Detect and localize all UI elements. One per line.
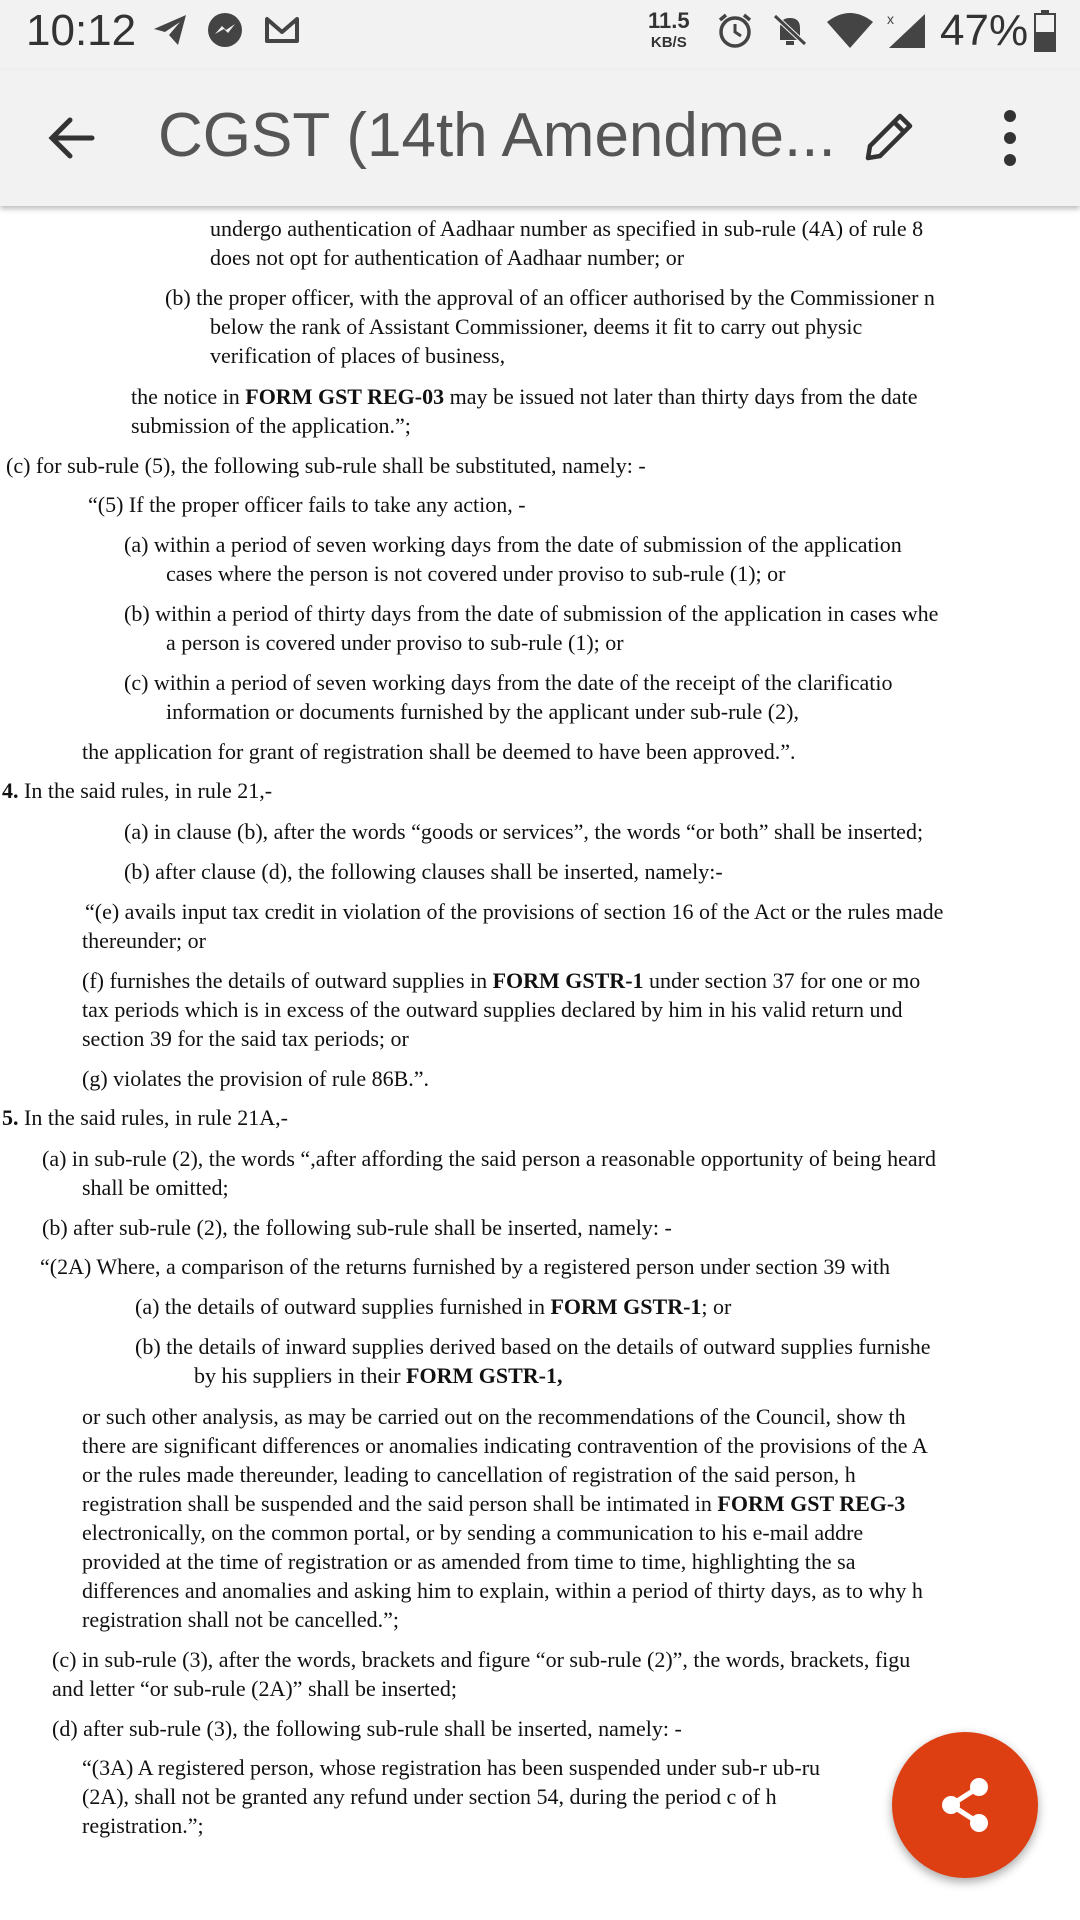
text-line: (a) the details of outward supplies furnished in FORM GSTR-1; or (135, 1294, 732, 1319)
text-line: verification of places of business, (210, 343, 506, 368)
text-line: (b) after sub-rule (2), the following sub-rule shall be inserted, namely: - (42, 1215, 672, 1240)
text-line: “(e) avails input tax credit in violation of the provisions of section 16 of the Act or the rules made (85, 899, 944, 924)
clock: 10:12 (26, 6, 137, 55)
text-line: there are significant differences or anomalies indicating contravention of the provisions of the A (82, 1433, 928, 1458)
text-line: (a) within a period of seven working days from the date of submission of the application (124, 532, 902, 557)
status-bar (0, 0, 1080, 70)
telegram-icon (150, 10, 190, 55)
text-line: thereunder; or (82, 928, 206, 953)
text-line: tax periods which is in excess of the outward supplies declared by him in his valid return und (82, 997, 903, 1022)
text-line: provided at the time of registration or as amended from time to time, highlighting the sa (82, 1549, 856, 1574)
app-bar (0, 70, 1080, 206)
text-line: (d) after sub-rule (3), the following sub-rule shall be inserted, namely: - (52, 1716, 682, 1741)
signal-icon (885, 10, 929, 55)
back-arrow-icon[interactable] (44, 110, 100, 171)
text-line: cases where the person is not covered under proviso to sub-rule (1); or (166, 561, 786, 586)
text-line: (b) the proper officer, with the approval of an officer authorised by the Commissioner n (165, 285, 935, 310)
text-line: (a) in sub-rule (2), the words “,after affording the said person a reasonable opportunity of being heard (42, 1146, 936, 1171)
text-line: (c) for sub-rule (5), the following sub-rule shall be substituted, namely: - (6, 453, 646, 478)
document-title: CGST (14th Amendme... (158, 101, 836, 170)
text-line: undergo authentication of Aadhaar number as specified in sub-rule (4A) of rule 8 (210, 216, 924, 241)
text-line: submission of the application.”; (131, 413, 411, 438)
share-button[interactable] (892, 1732, 1038, 1878)
text-line: or the rules made thereunder, leading to cancellation of registration of the said person, h (82, 1462, 856, 1487)
text-line: (f) furnishes the details of outward supplies in FORM GSTR-1 under section 37 for one or mo (82, 968, 921, 993)
text-line: (c) within a period of seven working days from the date of the receipt of the clarificatio (124, 670, 893, 695)
wifi-icon (825, 10, 875, 55)
text-line: differences and anomalies and asking him to explain, within a period of thirty days, as to why h (82, 1578, 923, 1603)
text-line: (g) violates the provision of rule 86B.”. (82, 1066, 430, 1091)
more-vert-icon[interactable] (1000, 108, 1020, 173)
text-line: (c) in sub-rule (3), after the words, brackets and figure “or sub-rule (2)”, the words, brackets, figu (52, 1647, 911, 1672)
text-line: a person is covered under proviso to sub-rule (1); or (166, 630, 624, 655)
document-page[interactable] (0, 206, 1080, 1920)
svg-text:x: x (887, 11, 894, 27)
text-line: information or documents furnished by the applicant under sub-rule (2), (166, 699, 799, 724)
text-line: does not opt for authentication of Aadhaar number; or (210, 245, 685, 270)
text-line: (b) the details of inward supplies derived based on the details of outward supplies furnishe (135, 1334, 931, 1359)
text-line: the notice in FORM GST REG-03 may be issued not later than thirty days from the date (131, 384, 918, 409)
text-line: or such other analysis, as may be carried out on the recommendations of the Council, show th (82, 1404, 906, 1429)
text-line: shall be omitted; (82, 1175, 229, 1200)
text-line: and letter “or sub-rule (2A)” shall be inserted; (52, 1676, 458, 1701)
gmail-icon (262, 10, 302, 55)
text-line: 5. In the said rules, in rule 21A,- (2, 1105, 288, 1130)
text-line: by his suppliers in their FORM GSTR-1, (194, 1363, 563, 1388)
text-line: “(2A) Where, a comparison of the returns furnished by a registered person under section 39 with (40, 1254, 890, 1279)
alarm-icon (715, 10, 755, 55)
text-line: (b) after clause (d), the following clauses shall be inserted, namely:- (124, 859, 723, 884)
battery-percent: 47% (940, 6, 1029, 55)
text-line: registration.”; (82, 1813, 204, 1838)
text-line: (2A), shall not be granted any refund under section 54, during the period c of h (82, 1784, 777, 1809)
text-line: section 39 for the said tax periods; or (82, 1026, 409, 1051)
text-line: “(3A) A registered person, whose registration has been suspended under sub-r ub-ru (82, 1755, 821, 1780)
text-line: (b) within a period of thirty days from the date of submission of the application in cases whe (124, 601, 939, 626)
text-line: “(5) If the proper officer fails to take any action, - (88, 492, 526, 517)
edit-pencil-icon[interactable] (860, 106, 920, 171)
network-speed: 11.5 KB/S (648, 8, 690, 51)
share-icon (935, 1775, 995, 1835)
text-line: the application for grant of registration shall be deemed to have been approved.”. (82, 739, 796, 764)
messenger-icon (205, 10, 245, 55)
text-line: registration shall not be cancelled.”; (82, 1607, 400, 1632)
text-line: 4. In the said rules, in rule 21,- (2, 778, 273, 803)
text-line: registration shall be suspended and the said person shall be intimated in FORM GST REG-3 (82, 1491, 906, 1516)
bell-off-icon (770, 10, 810, 55)
text-line: (a) in clause (b), after the words “goods or services”, the words “or both” shall be inserted; (124, 819, 924, 844)
text-line: electronically, on the common portal, or by sending a communication to his e-mail addre (82, 1520, 864, 1545)
battery-icon (1034, 10, 1056, 57)
text-line: below the rank of Assistant Commissioner, deems it fit to carry out physic (210, 314, 863, 339)
